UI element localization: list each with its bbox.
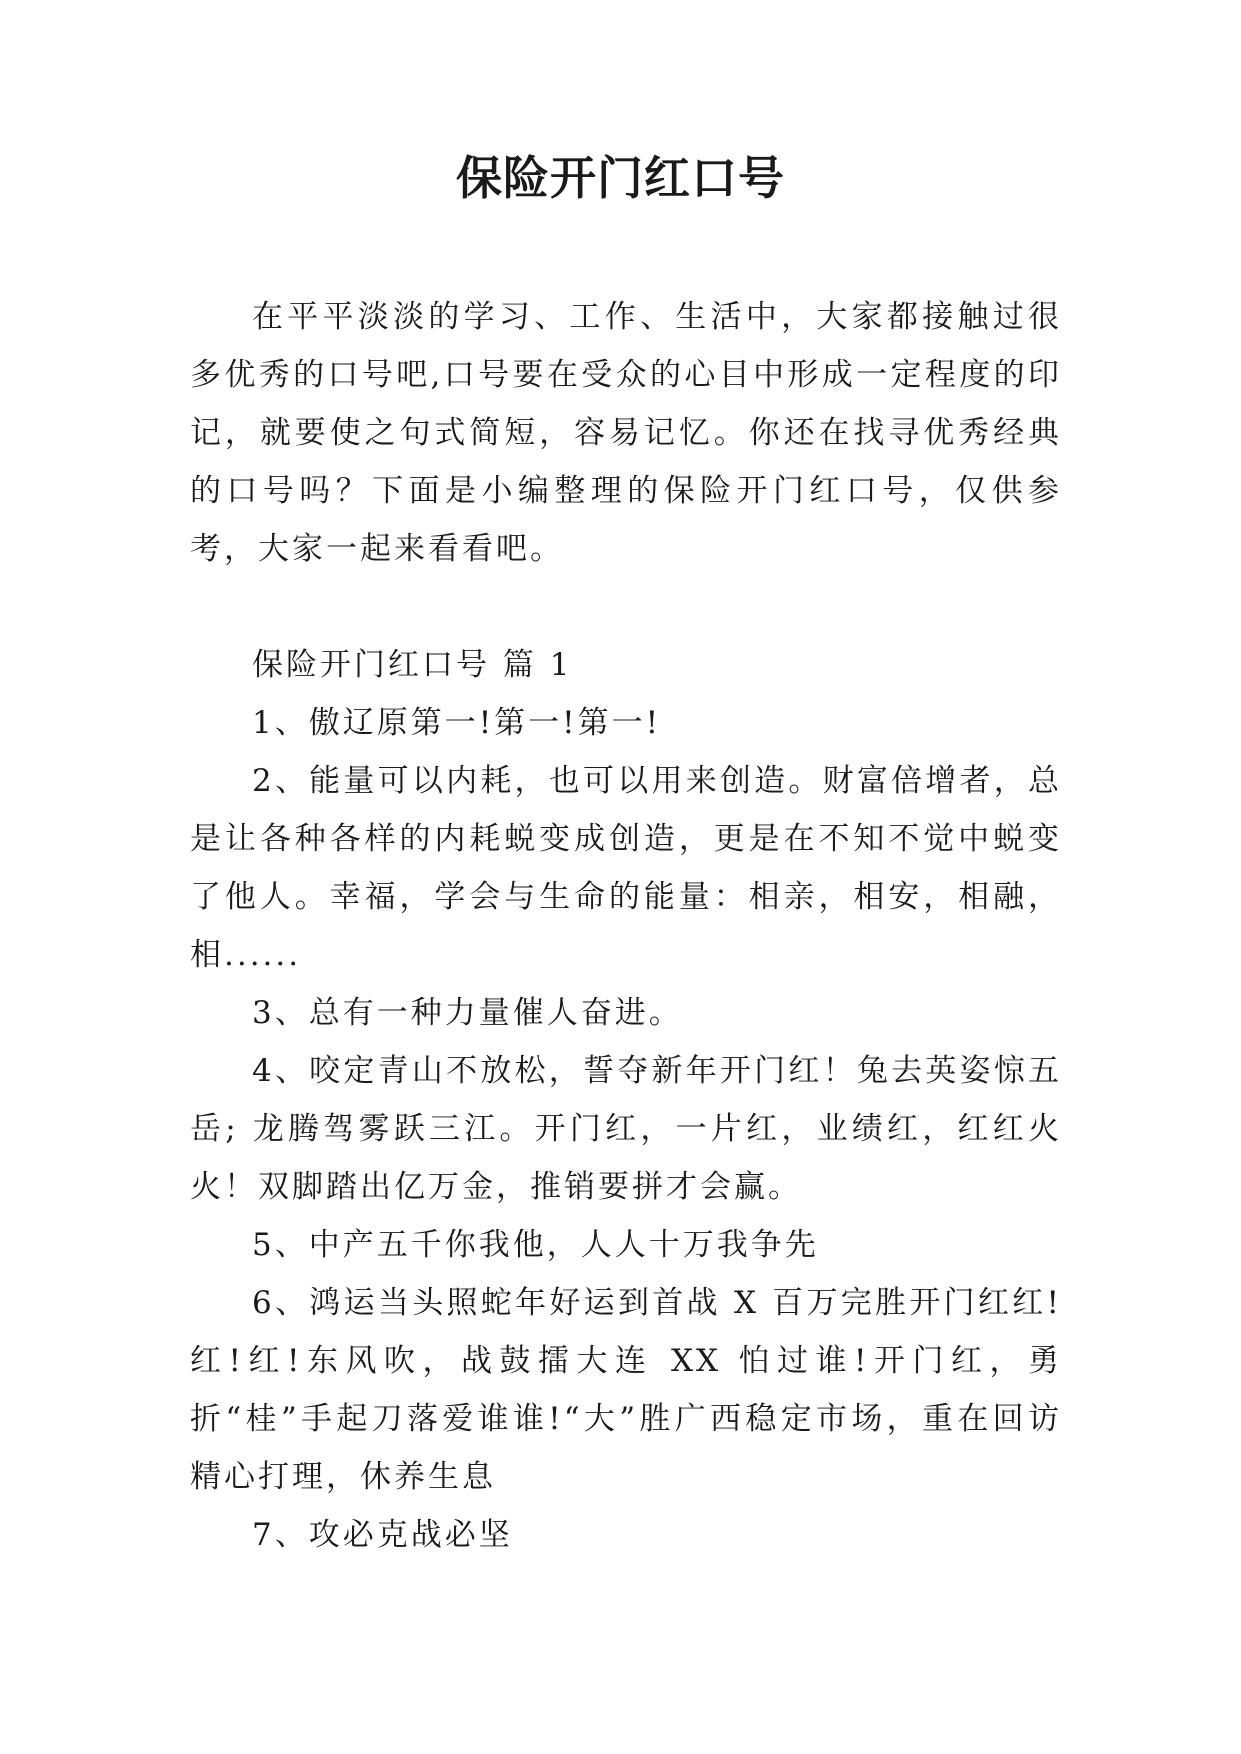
slogan-item-5: 5、中产五千你我他，人人十万我争先 (252, 1227, 819, 1263)
intro-paragraph: 在平平淡淡的学习、工作、生活中，大家都接触过很多优秀的口号吧,口号要在受众的心目中形成一定程度的印记，就要使之句式简短，容易记忆。你还在找寻优秀经典的口号吗？下面是小编整理的保险开门红口号，仅供参考，大家一起来看看吧。 (190, 299, 1062, 567)
section-heading: 保险开门红口号 篇 1 (252, 647, 573, 683)
slogan-item-4: 4、咬定青山不放松，誓夺新年开门红！兔去英姿惊五岳; 龙腾驾雾跃三江。开门红，一片红，业绩红，红红火火！双脚踏出亿万金，推销要拼才会赢。 (190, 1053, 1062, 1205)
document-title: 保险开门红口号 (456, 151, 785, 205)
slogan-item-7: 7、攻必克战必坚 (252, 1517, 513, 1553)
slogan-item-1: 1、傲辽原第一!第一!第一! (252, 705, 662, 741)
document-body (190, 288, 1062, 1564)
slogan-item-6: 6、鸿运当头照蛇年好运到首战 X 百万完胜开门红红!红!红!东风吹，战鼓擂大连 XX 怕过谁!开门红，勇折“桂”手起刀落爱谁谁!“大”胜广西稳定市场，重在回访精心打理，休养生息 (190, 1285, 1062, 1495)
slogan-item-3: 3、总有一种力量催人奋进。 (252, 995, 683, 1031)
slogan-item-2: 2、能量可以内耗，也可以用来创造。财富倍增者，总是让各种各样的内耗蜕变成创造，更是在不知不觉中蜕变了他人。幸福，学会与生命的能量：相亲，相安，相融，相...... (190, 763, 1062, 973)
paragraph-spacer (190, 578, 1062, 636)
